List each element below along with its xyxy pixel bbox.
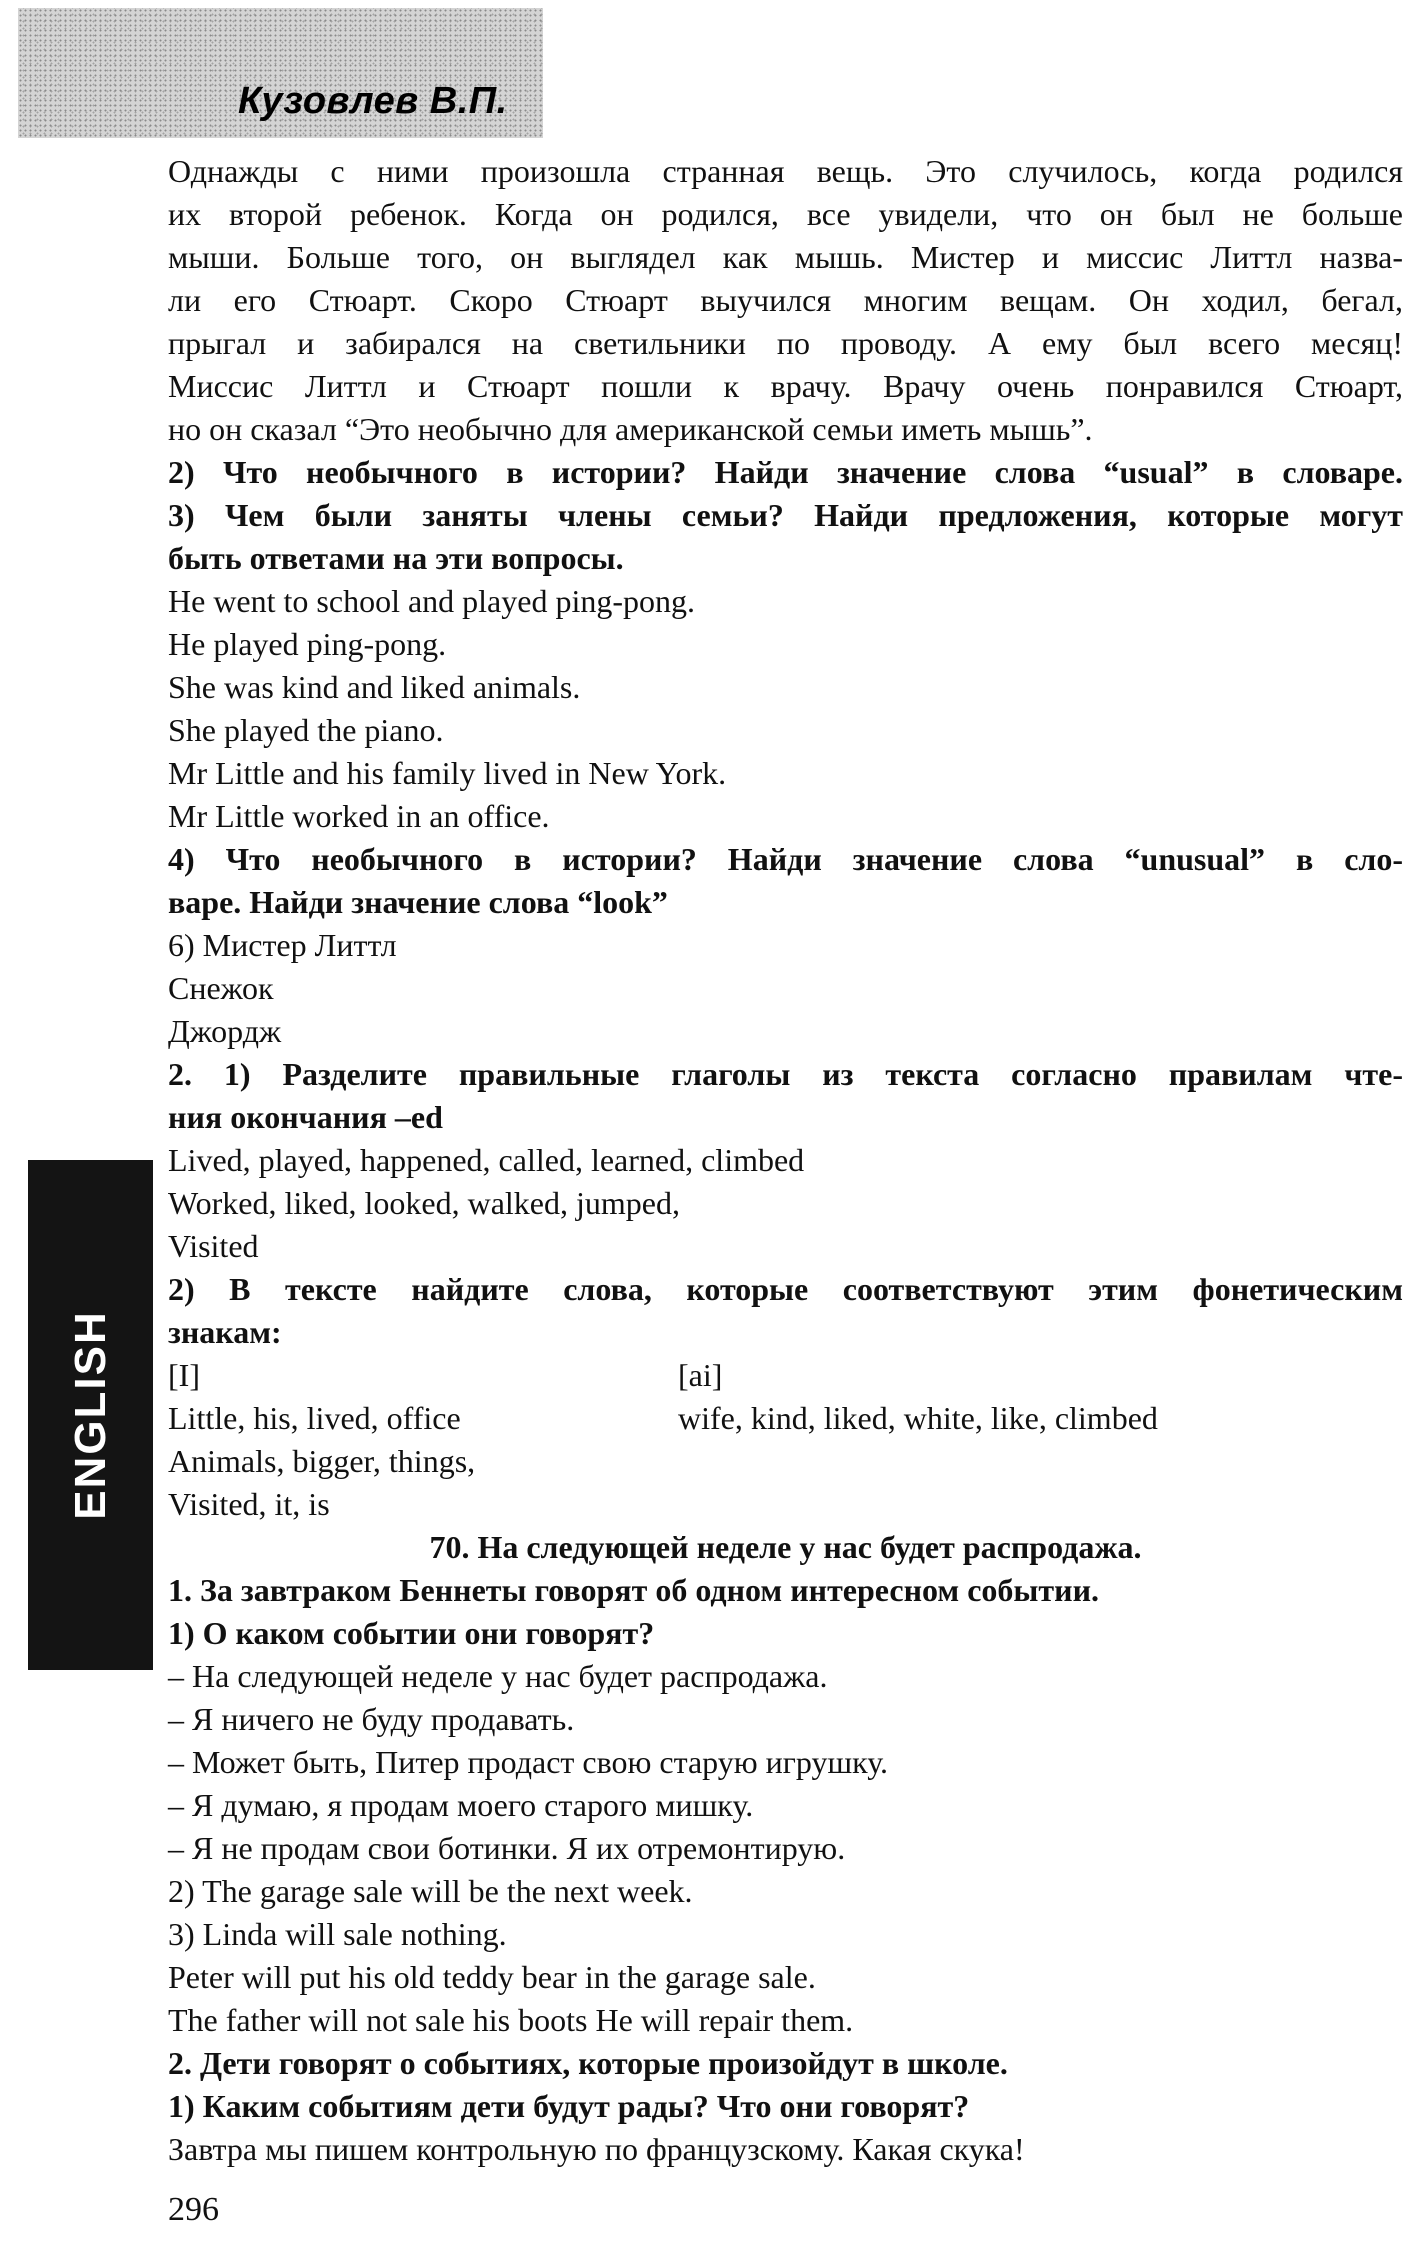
answer-line: Visited bbox=[168, 1228, 259, 1264]
author-header-banner bbox=[18, 8, 543, 138]
task-heading: 1. За завтраком Беннеты говорят об одном интересном событии. bbox=[168, 1572, 1099, 1608]
answer-line: Джордж bbox=[168, 1013, 282, 1049]
answer-line: The father will not sale his boots He will repair them. bbox=[168, 2002, 854, 2038]
answer-line: Снежок bbox=[168, 970, 274, 1006]
text-line: ли его Стюарт. Скоро Стюарт выучился многим вещам. Он ходил, бегал, bbox=[168, 282, 1403, 318]
task-heading: 3) Чем были заняты члены семьи? Найди предложения, которые могут bbox=[168, 497, 1403, 533]
task-heading: 1) О каком событии они говорят? bbox=[168, 1615, 655, 1651]
task-heading: ния окончания –ed bbox=[168, 1099, 443, 1135]
page-body bbox=[168, 150, 1403, 2235]
phonetic-table bbox=[168, 1354, 1403, 1526]
task-heading: знакам: bbox=[168, 1314, 282, 1350]
author-name: Кузовлев В.П. bbox=[238, 80, 508, 122]
answer-line: Mr Little and his family lived in New York. bbox=[168, 755, 727, 791]
answer-line: Завтра мы пишем контрольную по французскому. Какая скука! bbox=[168, 2131, 1025, 2167]
task-heading: 2) Что необычного в истории? Найди значение слова “usual” в словаре. bbox=[168, 454, 1403, 490]
task-heading: 2) В тексте найдите слова, которые соответствуют этим фонетическим bbox=[168, 1271, 1403, 1307]
text-line: Однажды с ними произошла странная вещь. Это случилось, когда родился bbox=[168, 153, 1403, 189]
table-row bbox=[168, 1440, 1403, 1483]
task-heading: 1) Каким событиям дети будут рады? Что они говорят? bbox=[168, 2088, 970, 2124]
table-cell: Animals, bigger, things, bbox=[168, 1443, 476, 1479]
table-cell: wife, kind, liked, white, like, climbed bbox=[678, 1400, 1158, 1436]
task-heading: 2. Дети говорят о событиях, которые произойдут в школе. bbox=[168, 2045, 1008, 2081]
task-heading: быть ответами на эти вопросы. bbox=[168, 540, 624, 576]
answer-line: 6) Мистер Литтл bbox=[168, 927, 397, 963]
answer-line: Peter will put his old teddy bear in the garage sale. bbox=[168, 1959, 816, 1995]
answer-line: He played ping-pong. bbox=[168, 626, 447, 662]
text-line: но он сказал “Это необычно для американской семьи иметь мышь”. bbox=[168, 411, 1093, 447]
text-line: мыши. Больше того, он выглядел как мышь. Мистер и миссис Литтл назва- bbox=[168, 239, 1403, 275]
answer-line: She played the piano. bbox=[168, 712, 444, 748]
table-cell: Little, his, lived, office bbox=[168, 1400, 461, 1436]
table-row bbox=[168, 1397, 1403, 1440]
dialogue-line: – Я думаю, я продам моего старого мишку. bbox=[168, 1787, 754, 1823]
dialogue-line: – Я ничего не буду продавать. bbox=[168, 1701, 575, 1737]
table-cell: [ai] bbox=[678, 1357, 723, 1393]
text-line: их второй ребенок. Когда он родился, все увидели, что он был не больше bbox=[168, 196, 1403, 232]
dialogue-line: – Может быть, Питер продаст свою старую игрушку. bbox=[168, 1744, 889, 1780]
language-side-tab bbox=[28, 1160, 153, 1670]
section-title: 70. На следующей неделе у нас будет распродажа. bbox=[429, 1529, 1142, 1565]
answer-line: Lived, played, happened, called, learned, climbed bbox=[168, 1142, 805, 1178]
table-row bbox=[168, 1483, 1403, 1526]
task-heading: варе. Найди значение слова “look” bbox=[168, 884, 668, 920]
text-line: Миссис Литтл и Стюарт пошли к врачу. Врачу очень понравился Стюарт, bbox=[168, 368, 1403, 404]
dialogue-line: – Я не продам свои ботинки. Я их отремонтирую. bbox=[168, 1830, 846, 1866]
table-cell: [I] bbox=[168, 1357, 200, 1393]
answer-line: She was kind and liked animals. bbox=[168, 669, 581, 705]
answer-line: 2) The garage sale will be the next week. bbox=[168, 1873, 693, 1909]
page-number: 296 bbox=[168, 2191, 219, 2228]
answer-line: 3) Linda will sale nothing. bbox=[168, 1916, 507, 1952]
table-cell: Visited, it, is bbox=[168, 1486, 330, 1522]
task-heading: 4) Что необычного в истории? Найди значение слова “unusual” в сло- bbox=[168, 841, 1403, 877]
answer-line: Mr Little worked in an office. bbox=[168, 798, 550, 834]
text-line: прыгал и забирался на светильники по проводу. А ему был всего месяц! bbox=[168, 325, 1403, 361]
side-tab-label: ENGLISH bbox=[65, 1310, 115, 1520]
answer-line: Worked, liked, looked, walked, jumped, bbox=[168, 1185, 680, 1221]
answer-line: He went to school and played ping-pong. bbox=[168, 583, 695, 619]
task-heading: 2. 1) Разделите правильные глаголы из текста согласно правилам чте- bbox=[168, 1056, 1403, 1092]
table-row bbox=[168, 1354, 1403, 1397]
dialogue-line: – На следующей неделе у нас будет распродажа. bbox=[168, 1658, 828, 1694]
